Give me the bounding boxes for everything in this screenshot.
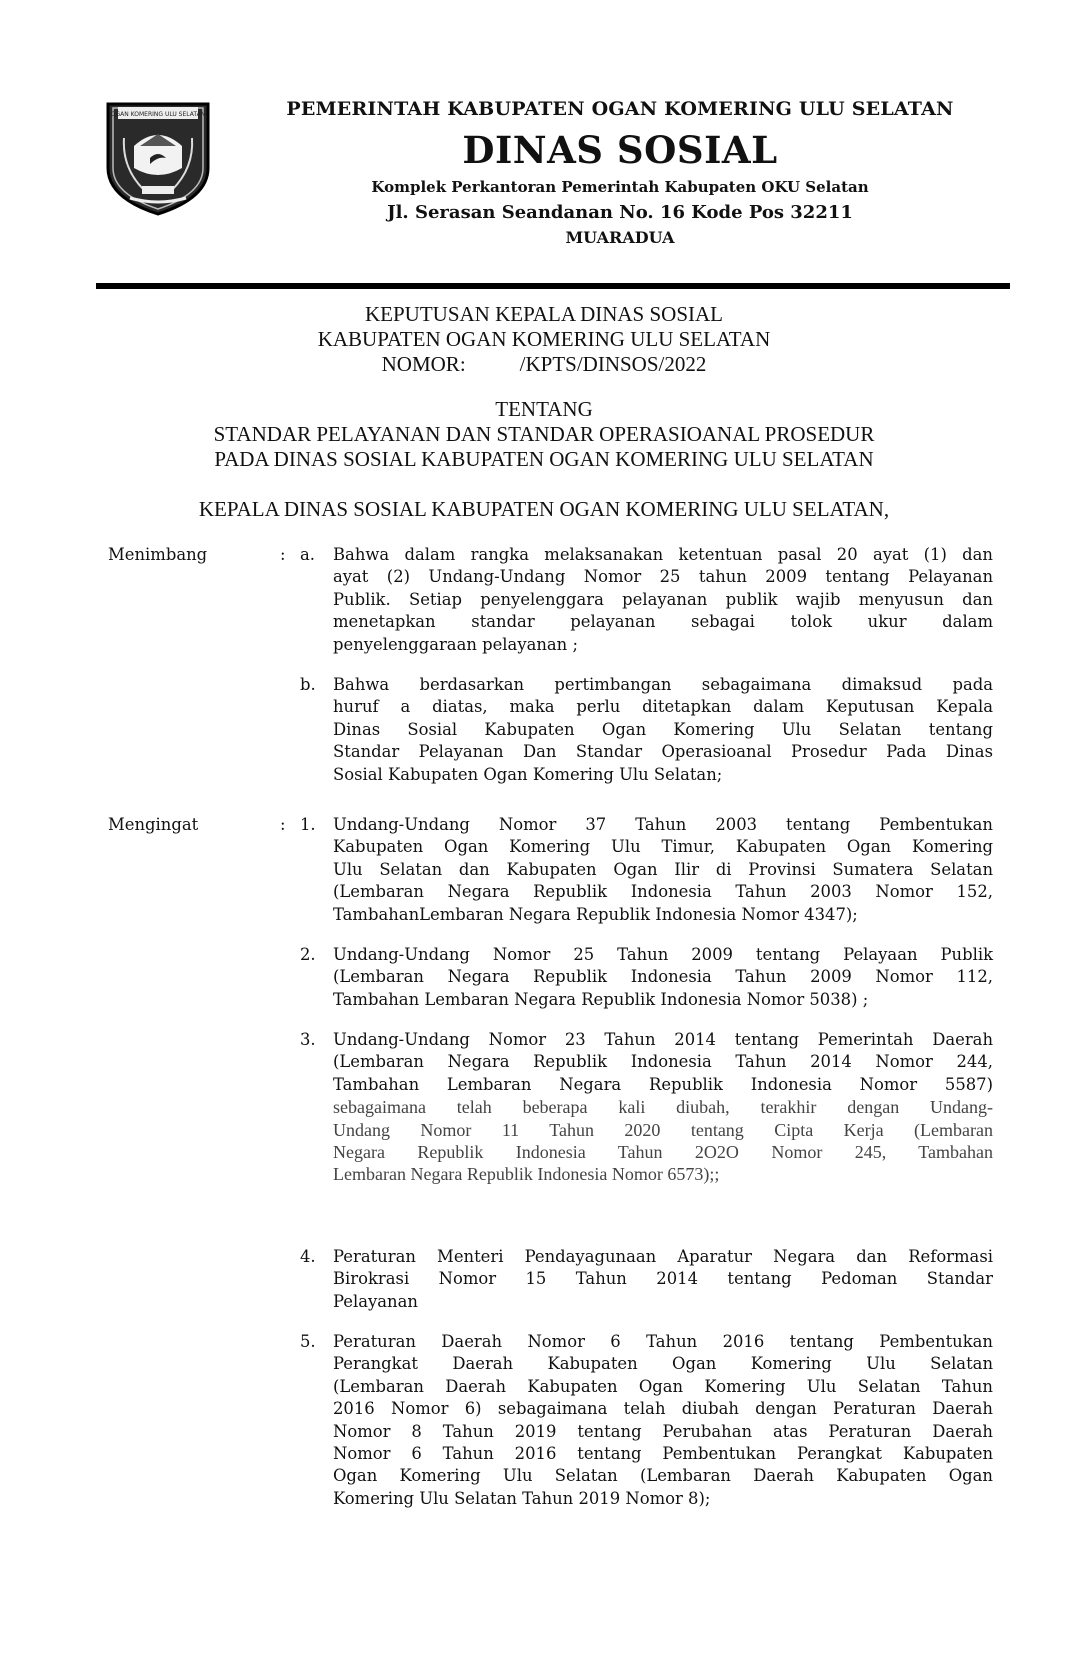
text-line: Bahwa dalam rangka melaksanakan ketentuan pasal 20 ayat (1) dan [333, 545, 993, 564]
text-line: menetapkan standar pelayanan sebagai tolok ukur dalam [333, 612, 993, 632]
text-line: Nomor 6 Tahun 2016 tentang Pembentukan Perangkat Kabupaten [333, 1444, 993, 1464]
text-line: (Lembaran Negara Republik Indonesia Tahun 2003 Nomor 152, [333, 882, 993, 902]
mengingat-item-5 [333, 1331, 993, 1510]
text-line: Undang-Undang Nomor 23 Tahun 2014 tentang Pemerintah Daerah [333, 1030, 993, 1049]
menimbang-colon: : [280, 545, 286, 564]
menimbang-marker-a: a. [300, 545, 315, 564]
text-line: ayat (2) Undang-Undang Nomor 25 tahun 2009 tentang Pelayanan [333, 567, 993, 587]
decree-title-line1: KEPUTUSAN KEPALA DINAS SOSIAL [364, 302, 723, 326]
decree-official: KEPALA DINAS SOSIAL KABUPATEN OGAN KOMERING ULU SELATAN, [198, 497, 890, 521]
text-line: penyelenggaraan pelayanan ; [333, 634, 578, 654]
menimbang-label: Menimbang [108, 545, 208, 564]
decree-tentang: TENTANG [495, 397, 593, 421]
text-line: Undang Nomor 11 Tahun 2020 tentang Cipta Kerja (Lembaran [333, 1119, 993, 1140]
mengingat-item-2 [333, 944, 993, 1011]
letterhead-address: Jl. Serasan Seandanan No. 16 Kode Pos 32211 [387, 202, 853, 223]
letterhead-divider [96, 283, 1010, 289]
decree-subject-line2: PADA DINAS SOSIAL KABUPATEN OGAN KOMERING ULU SELATAN [214, 447, 874, 471]
text-line: Pelayanan [333, 1291, 418, 1311]
text-line: huruf a diatas, maka perlu ditetapkan dalam Keputusan Kepala [333, 697, 993, 717]
letterhead-government: PEMERINTAH KABUPATEN OGAN KOMERING ULU SELATAN [286, 98, 954, 120]
text-line: TambahanLembaran Negara Republik Indonesia Nomor 4347); [333, 904, 858, 924]
text-line: sebagaimana telah beberapa kali diubah, terakhir dengan Undang- [333, 1097, 993, 1118]
text-line: Undang-Undang Nomor 25 Tahun 2009 tentang Pelayaan Publik [333, 945, 993, 964]
regency-emblem-logo [100, 98, 216, 216]
text-line: Tambahan Lembaran Negara Republik Indonesia Nomor 5038) ; [333, 989, 869, 1009]
text-line: Kabupaten Ogan Komering Ulu Timur, Kabupaten Ogan Komering [333, 837, 993, 857]
decree-title-line2: KABUPATEN OGAN KOMERING ULU SELATAN [317, 327, 771, 351]
decree-number-label: NOMOR: [381, 352, 466, 376]
decree-subject-line1: STANDAR PELAYANAN DAN STANDAR OPERASIOANAL PROSEDUR [213, 422, 875, 446]
text-line: Negara Republik Indonesia Tahun 2O2O Nomor 245, Tambahan [333, 1142, 993, 1163]
decree-number-value: /KPTS/DINSOS/2022 [519, 352, 707, 376]
text-line: Tambahan Lembaran Negara Republik Indonesia Nomor 5587) [333, 1074, 993, 1094]
text-line: Publik. Setiap penyelenggara pelayanan publik wajib menyusun dan [333, 589, 993, 609]
text-line: Ogan Komering Ulu Selatan (Lembaran Daerah Kabupaten Ogan [333, 1466, 993, 1486]
text-line: Nomor 8 Tahun 2019 tentang Perubahan atas Peraturan Daerah [333, 1421, 993, 1441]
text-line: Sosial Kabupaten Ogan Komering Ulu Selatan; [333, 764, 723, 784]
decree-number [60, 352, 1028, 377]
menimbang-item-a [333, 544, 993, 656]
logo-text: OGAN KOMERING ULU SELATAN [110, 111, 206, 118]
text-line: Peraturan Daerah Nomor 6 Tahun 2016 tentang Pembentukan [333, 1332, 993, 1351]
text-line: Peraturan Menteri Pendayagunaan Aparatur Negara dan Reformasi [333, 1247, 993, 1266]
mengingat-item-4 [333, 1246, 993, 1313]
mengingat-label: Mengingat [108, 815, 199, 834]
mengingat-marker-3: 3. [300, 1030, 316, 1049]
text-line: (Lembaran Negara Republik Indonesia Tahun 2009 Nomor 112, [333, 967, 993, 987]
text-line: (Lembaran Daerah Kabupaten Ogan Komering Ulu Selatan Tahun [333, 1376, 993, 1396]
mengingat-marker-1: 1. [300, 815, 316, 834]
text-line: Standar Pelayanan Dan Standar Operasioanal Prosedur Pada Dinas [333, 742, 993, 762]
text-line: (Lembaran Negara Republik Indonesia Tahun 2014 Nomor 244, [333, 1052, 993, 1072]
mengingat-item-1 [333, 814, 993, 926]
letterhead-agency: DINAS SOSIAL [462, 128, 778, 172]
menimbang-item-b [333, 674, 993, 786]
text-line: 2016 Nomor 6) sebagaimana telah diubah dengan Peraturan Daerah [333, 1399, 993, 1419]
text-line: Komering Ulu Selatan Tahun 2019 Nomor 8); [333, 1488, 711, 1508]
text-line: Lembaran Negara Republik Indonesia Nomor 6573);; [333, 1164, 720, 1185]
mengingat-marker-4: 4. [300, 1247, 316, 1266]
letterhead-city: MUARADUA [565, 228, 675, 247]
menimbang-marker-b: b. [300, 675, 316, 694]
text-line: Birokrasi Nomor 15 Tahun 2014 tentang Pedoman Standar [333, 1269, 993, 1289]
text-line: Ulu Selatan dan Kabupaten Ogan Ilir di Provinsi Sumatera Selatan [333, 859, 993, 879]
mengingat-colon: : [280, 815, 286, 834]
mengingat-marker-5: 5. [300, 1332, 316, 1351]
text-line: Dinas Sosial Kabupaten Ogan Komering Ulu Selatan tentang [333, 719, 993, 739]
text-line: Bahwa berdasarkan pertimbangan sebagaimana dimaksud pada [333, 675, 993, 694]
mengingat-marker-2: 2. [300, 945, 316, 964]
text-line: Undang-Undang Nomor 37 Tahun 2003 tentang Pembentukan [333, 815, 993, 834]
text-line: Perangkat Daerah Kabupaten Ogan Komering Ulu Selatan [333, 1354, 993, 1374]
letterhead-complex: Komplek Perkantoran Pemerintah Kabupaten OKU Selatan [371, 178, 869, 196]
mengingat-item-3 [333, 1029, 993, 1186]
